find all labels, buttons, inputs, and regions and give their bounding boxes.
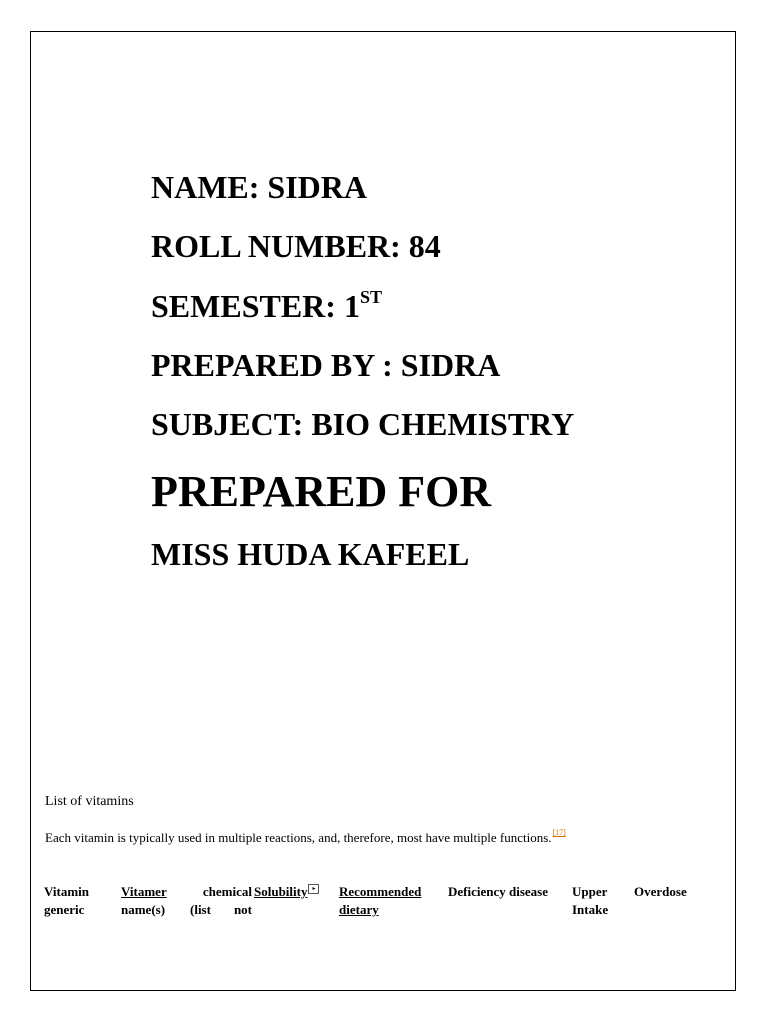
recommended-link[interactable]: Recommended (339, 884, 422, 899)
semester (151, 287, 382, 324)
header-vitamer-name: Vitamer name(s) (121, 884, 167, 917)
solubility-link[interactable]: Solubility (254, 884, 308, 899)
section-title: List of vitamins (45, 794, 134, 809)
vitamer-link[interactable]: Vitamer (121, 884, 167, 899)
header-recommended-dietary: Recommended dietary (339, 884, 422, 917)
roll-number: ROLL NUMBER: 84 (151, 228, 441, 264)
subject: SUBJECT: BIO CHEMISTRY (151, 406, 575, 442)
intro-paragraph (45, 830, 566, 846)
header-overdose: Overdose (634, 884, 687, 899)
sort-icon[interactable]: ▸ (308, 884, 319, 894)
intro-text: Each vitamin is typically used in multiple reactions, and, therefore, most have multiple functions. (45, 830, 552, 845)
recipient-name: MISS HUDA KAFEEL (151, 536, 470, 572)
header-chemical: chemical (list not (190, 884, 252, 917)
semester-suffix: ST (359, 287, 382, 307)
header-solubility (254, 883, 319, 901)
prepared-by: PREPARED BY : SIDRA (151, 347, 501, 383)
header-deficiency-disease: Deficiency disease (448, 884, 549, 899)
semester-text: SEMESTER: 1 (151, 288, 360, 324)
header-vitamin-generic: Vitamin generic (44, 884, 90, 917)
student-name: NAME: SIDRA (151, 169, 367, 205)
prepared-for-heading: PREPARED FOR (151, 467, 492, 516)
citation-link[interactable]: [17] (552, 828, 566, 837)
header-upper-intake: Upper Intake (572, 884, 609, 917)
